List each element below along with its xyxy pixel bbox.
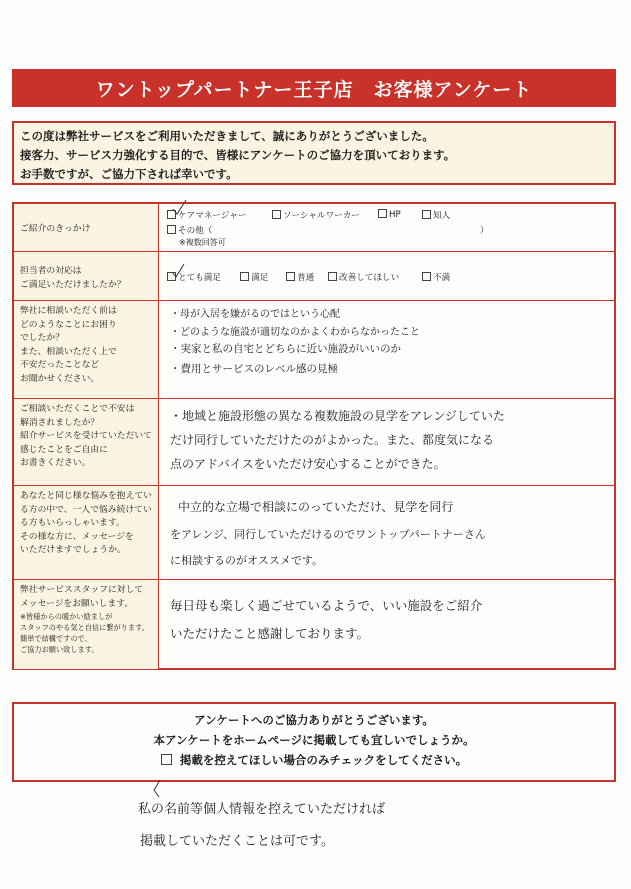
checkbox-icon[interactable] (240, 272, 249, 281)
question-satisfaction: 担当者の対応は ご満足いただけましたか？ (14, 252, 159, 301)
question-concerns: 弊社に相談いただく前は どのようなことにお困り でしたか？ また、相談いただく上で 不安だったことなど お聞かせください。 (14, 301, 159, 399)
answer-satisfaction (160, 252, 614, 301)
handwritten-footer-line: 掲載していただくことは可です。 (140, 834, 334, 849)
option-very-satisfied[interactable]: とても満足 (167, 271, 221, 283)
publication-consent-box (12, 702, 616, 782)
handwritten-check-icon (169, 262, 187, 280)
answer-referral (160, 204, 614, 251)
handwritten-mark-icon (150, 778, 164, 800)
option-acquaintance[interactable]: 知人 (422, 209, 450, 221)
option-social-worker[interactable]: ソーシャルワーカー (272, 209, 360, 221)
option-satisfied[interactable]: 満足 (240, 271, 268, 283)
handwritten-line: ・どのような施設が適切なのかよくわからなかったこと (170, 327, 420, 338)
checkbox-icon[interactable] (167, 225, 176, 234)
survey-form (12, 202, 616, 670)
publication-checkbox-row[interactable]: 掲載を控えてほしい場合のみチェックをしてください。 (14, 750, 614, 770)
handwritten-line: に相談するのがオススメです。 (170, 554, 324, 567)
option-needs-improvement[interactable]: 改善してほしい (328, 271, 399, 283)
option-other-close: ） (480, 226, 489, 236)
option-normal[interactable]: 普通 (286, 271, 314, 283)
handwritten-line: だけ同行していただけたのがよかった。また、都度気になる (170, 433, 495, 447)
option-hp[interactable]: HP (378, 209, 401, 220)
checkbox-icon[interactable] (161, 754, 172, 765)
intro-box (12, 121, 616, 185)
multi-answer-note: ※複数回答可 (179, 238, 226, 247)
handwritten-line: 中立的な立場で相談にのっていただけ、見学を同行 (178, 500, 454, 514)
row-satisfaction (14, 251, 614, 301)
publication-question: 本アンケートをホームページに掲載しても宜しいでしょうか。 (153, 733, 475, 747)
question-message-to-others: あなたと同じ様な悩みを抱えてい る方の中で、一人で悩み続けてい る方もいらっしゃいます。 その様な方に、メッセージを いただけますでしょうか。 (14, 486, 159, 580)
question-message-to-staff: 弊社サービススタッフに対して メッセージをお願いします。 ※皆様からの暖かい励ましが スタッフのやる気と自信に繋がります。 簡単で結構ですので、 ご協力お願い致します。 (14, 580, 159, 669)
question-impressions: ご相談いただくことで不安は 解消されましたか？ 紹介サービスを受けていただいて 感じたことをご自由に お書きください。 (14, 399, 159, 486)
handwritten-line: ・地域と施設形態の異なる複数施設の見学をアレンジしていた (170, 409, 505, 423)
handwritten-line: ・母が入居を嫌がるのではという心配 (170, 309, 340, 320)
checkbox-icon[interactable] (378, 209, 387, 218)
handwritten-line: いただけたこと感謝しております。 (170, 626, 370, 641)
checkbox-icon[interactable] (286, 272, 295, 281)
handwritten-line: ・実家と私の自宅とどちらに近い施設がいいのか (170, 343, 401, 355)
option-care-manager[interactable]: ケアマネージャー (167, 209, 246, 221)
answer-impressions (160, 399, 614, 486)
row-concerns (14, 300, 614, 399)
intro-line: 接客力、サービス力強化する目的で、皆様にアンケートのご協力を頂いております。 (20, 148, 456, 162)
handwritten-line: 点のアドバイスをいただけ安心することができた。 (170, 457, 446, 471)
handwritten-footer-line: 私の名前等個人情報を控えていただければ (138, 802, 386, 817)
handwritten-check-icon (170, 198, 190, 218)
row-message-to-others (14, 485, 614, 580)
handwritten-line: ・費用とサービスのレベル感の見極 (170, 363, 338, 375)
thanks-text: アンケートへのご協力ありがとうございます。 (194, 713, 434, 727)
option-other[interactable]: その他（ (167, 224, 212, 236)
handwritten-line: をアレンジ、同行していただけるのでワントップパートナーさん (170, 528, 486, 541)
row-message-to-staff (14, 579, 614, 669)
answer-message-to-others (160, 486, 614, 580)
checkbox-icon[interactable] (422, 272, 431, 281)
handwritten-line: 毎日母も楽しく過ごせているようで、いい施設をご紹介 (170, 598, 483, 613)
checkbox-icon[interactable] (422, 210, 431, 219)
row-impressions (14, 398, 614, 486)
answer-message-to-staff (160, 580, 614, 669)
option-dissatisfied[interactable]: 不満 (422, 271, 450, 283)
row-referral (14, 204, 614, 251)
intro-line: この度は弊社サービスをご利用いただきまして、誠にありがとうございました。 (20, 129, 434, 143)
intro-line: お手数ですが、ご協力下されば幸いです。 (20, 167, 238, 181)
survey-title: ワントップパートナー王子店 お客様アンケート (12, 69, 616, 107)
question-referral: ご紹介のきっかけ (14, 204, 159, 251)
answer-concerns (160, 301, 614, 399)
checkbox-icon[interactable] (272, 210, 281, 219)
checkbox-icon[interactable] (328, 272, 337, 281)
